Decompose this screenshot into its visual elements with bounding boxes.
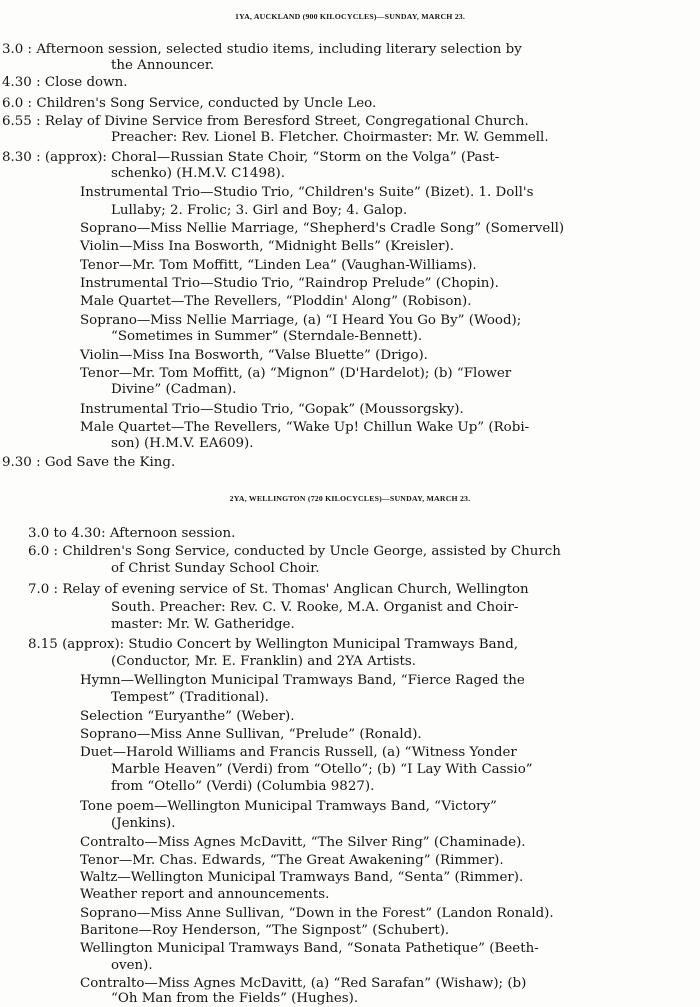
program-line: Male Quartet—The Revellers, “Ploddin' Along” (Robison). — [80, 294, 472, 309]
program-line: Tenor—Mr. Tom Moffitt, (a) “Mignon” (D'Hardelot); (b) “Flower — [80, 366, 512, 381]
program-line: South. Preacher: Rev. C. V. Rooke, M.A. Organist and Choir- — [111, 600, 519, 615]
program-line: Soprano—Miss Anne Sullivan, “Prelude” (Ronald). — [80, 727, 422, 742]
program-line: schenko) (H.M.V. C1498). — [111, 166, 285, 181]
program-line: Male Quartet—The Revellers, “Wake Up! Chillun Wake Up” (Robi- — [80, 420, 530, 435]
program-line: Tenor—Mr. Tom Moffitt, “Linden Lea” (Vaughan-Williams). — [80, 258, 477, 273]
program-line: Contralto—Miss Agnes McDavitt, (a) “Red Sarafan” (Wishaw); (b) — [80, 976, 527, 991]
program-line: Contralto—Miss Agnes McDavitt, “The Silver Ring” (Chaminade). — [80, 835, 526, 850]
program-line: “Sometimes in Summer” (Sterndale-Bennett). — [111, 329, 423, 344]
program-line: son) (H.M.V. EA609). — [111, 436, 254, 451]
section-heading-1ya: 1YA, AUCKLAND (900 KILOCYCLES)—SUNDAY, MARCH 23. — [234, 12, 466, 21]
program-line: Hymn—Wellington Municipal Tramways Band, “Fierce Raged the — [80, 673, 525, 688]
program-line: Instrumental Trio—Studio Trio, “Children's Suite” (Bizet). 1. Doll's — [80, 185, 534, 200]
program-line: oven). — [111, 958, 153, 973]
program-line: 6.0 : Children's Song Service, conducted by Uncle Leo. — [2, 96, 377, 111]
program-line: 4.30 : Close down. — [2, 75, 128, 90]
program-line: 8.15 (approx): Studio Concert by Wellington Municipal Tramways Band, — [28, 637, 519, 652]
program-line: (Jenkins). — [111, 816, 176, 831]
program-line: Tenor—Mr. Chas. Edwards, “The Great Awakening” (Rimmer). — [80, 853, 504, 868]
program-line: 8.30 : (approx): Choral—Russian State Choir, “Storm on the Volga” (Past- — [2, 150, 500, 165]
section-heading-2ya: 2YA, WELLINGTON (720 KILOCYCLES)—SUNDAY, MARCH 23. — [229, 494, 471, 503]
program-line: Lullaby; 2. Frolic; 3. Girl and Boy; 4. Galop. — [111, 203, 408, 218]
program-line: Soprano—Miss Nellie Marriage, (a) “I Heard You Go By” (Wood); — [80, 313, 522, 328]
program-line: Wellington Municipal Tramways Band, “Sonata Pathetique” (Beeth- — [80, 941, 539, 956]
program-line: the Announcer. — [111, 58, 215, 73]
program-line: Soprano—Miss Nellie Marriage, “Shepherd's Cradle Song” (Somervell) — [80, 221, 565, 236]
program-line: “Oh Man from the Fields” (Hughes). — [111, 991, 359, 1006]
program-line: Instrumental Trio—Studio Trio, “Gopak” (Moussorgsky). — [80, 402, 464, 417]
program-line: Waltz—Wellington Municipal Tramways Band, “Senta” (Rimmer). — [80, 870, 524, 885]
program-line: Instrumental Trio—Studio Trio, “Raindrop Prelude” (Chopin). — [80, 276, 499, 291]
program-line: Duet—Harold Williams and Francis Russell, (a) “Witness Yonder — [80, 745, 517, 760]
program-line: Violin—Miss Ina Bosworth, “Valse Bluette” (Drigo). — [80, 348, 428, 363]
program-line: 6.0 : Children's Song Service, conducted by Uncle George, assisted by Church — [28, 544, 561, 559]
program-line: 3.0 to 4.30: Afternoon session. — [28, 526, 236, 541]
program-line: Divine” (Cadman). — [111, 382, 237, 397]
program-line: Selection “Euryanthe” (Weber). — [80, 709, 295, 724]
program-line: master: Mr. W. Gatheridge. — [111, 617, 295, 632]
program-line: Baritone—Roy Henderson, “The Signpost” (Schubert). — [80, 923, 450, 938]
program-line: Marble Heaven” (Verdi) from “Otello”; (b) “I Lay With Cassio” — [111, 762, 533, 777]
program-line: (Conductor, Mr. E. Franklin) and 2YA Artists. — [111, 654, 417, 669]
program-line: Tone poem—Wellington Municipal Tramways Band, “Victory” — [80, 799, 497, 814]
program-line: of Christ Sunday School Choir. — [111, 561, 320, 576]
program-line: Violin—Miss Ina Bosworth, “Midnight Bells” (Kreisler). — [80, 239, 454, 254]
program-line: 9.30 : God Save the King. — [2, 455, 176, 470]
program-line: Weather report and announcements. — [80, 887, 330, 902]
program-line: 6.55 : Relay of Divine Service from Beresford Street, Congregational Church. — [2, 114, 529, 129]
program-line: Soprano—Miss Anne Sullivan, “Down in the Forest” (Landon Ronald). — [80, 906, 554, 921]
program-line: 3.0 : Afternoon session, selected studio items, including literary selection by — [2, 42, 522, 57]
program-line: from “Otello” (Verdi) (Columbia 9827). — [111, 779, 375, 794]
program-line: Preacher: Rev. Lionel B. Fletcher. Choirmaster: Mr. W. Gemmell. — [111, 130, 549, 145]
program-line: Tempest” (Traditional). — [111, 690, 269, 705]
program-line: 7.0 : Relay of evening service of St. Thomas' Anglican Church, Wellington — [28, 582, 529, 597]
